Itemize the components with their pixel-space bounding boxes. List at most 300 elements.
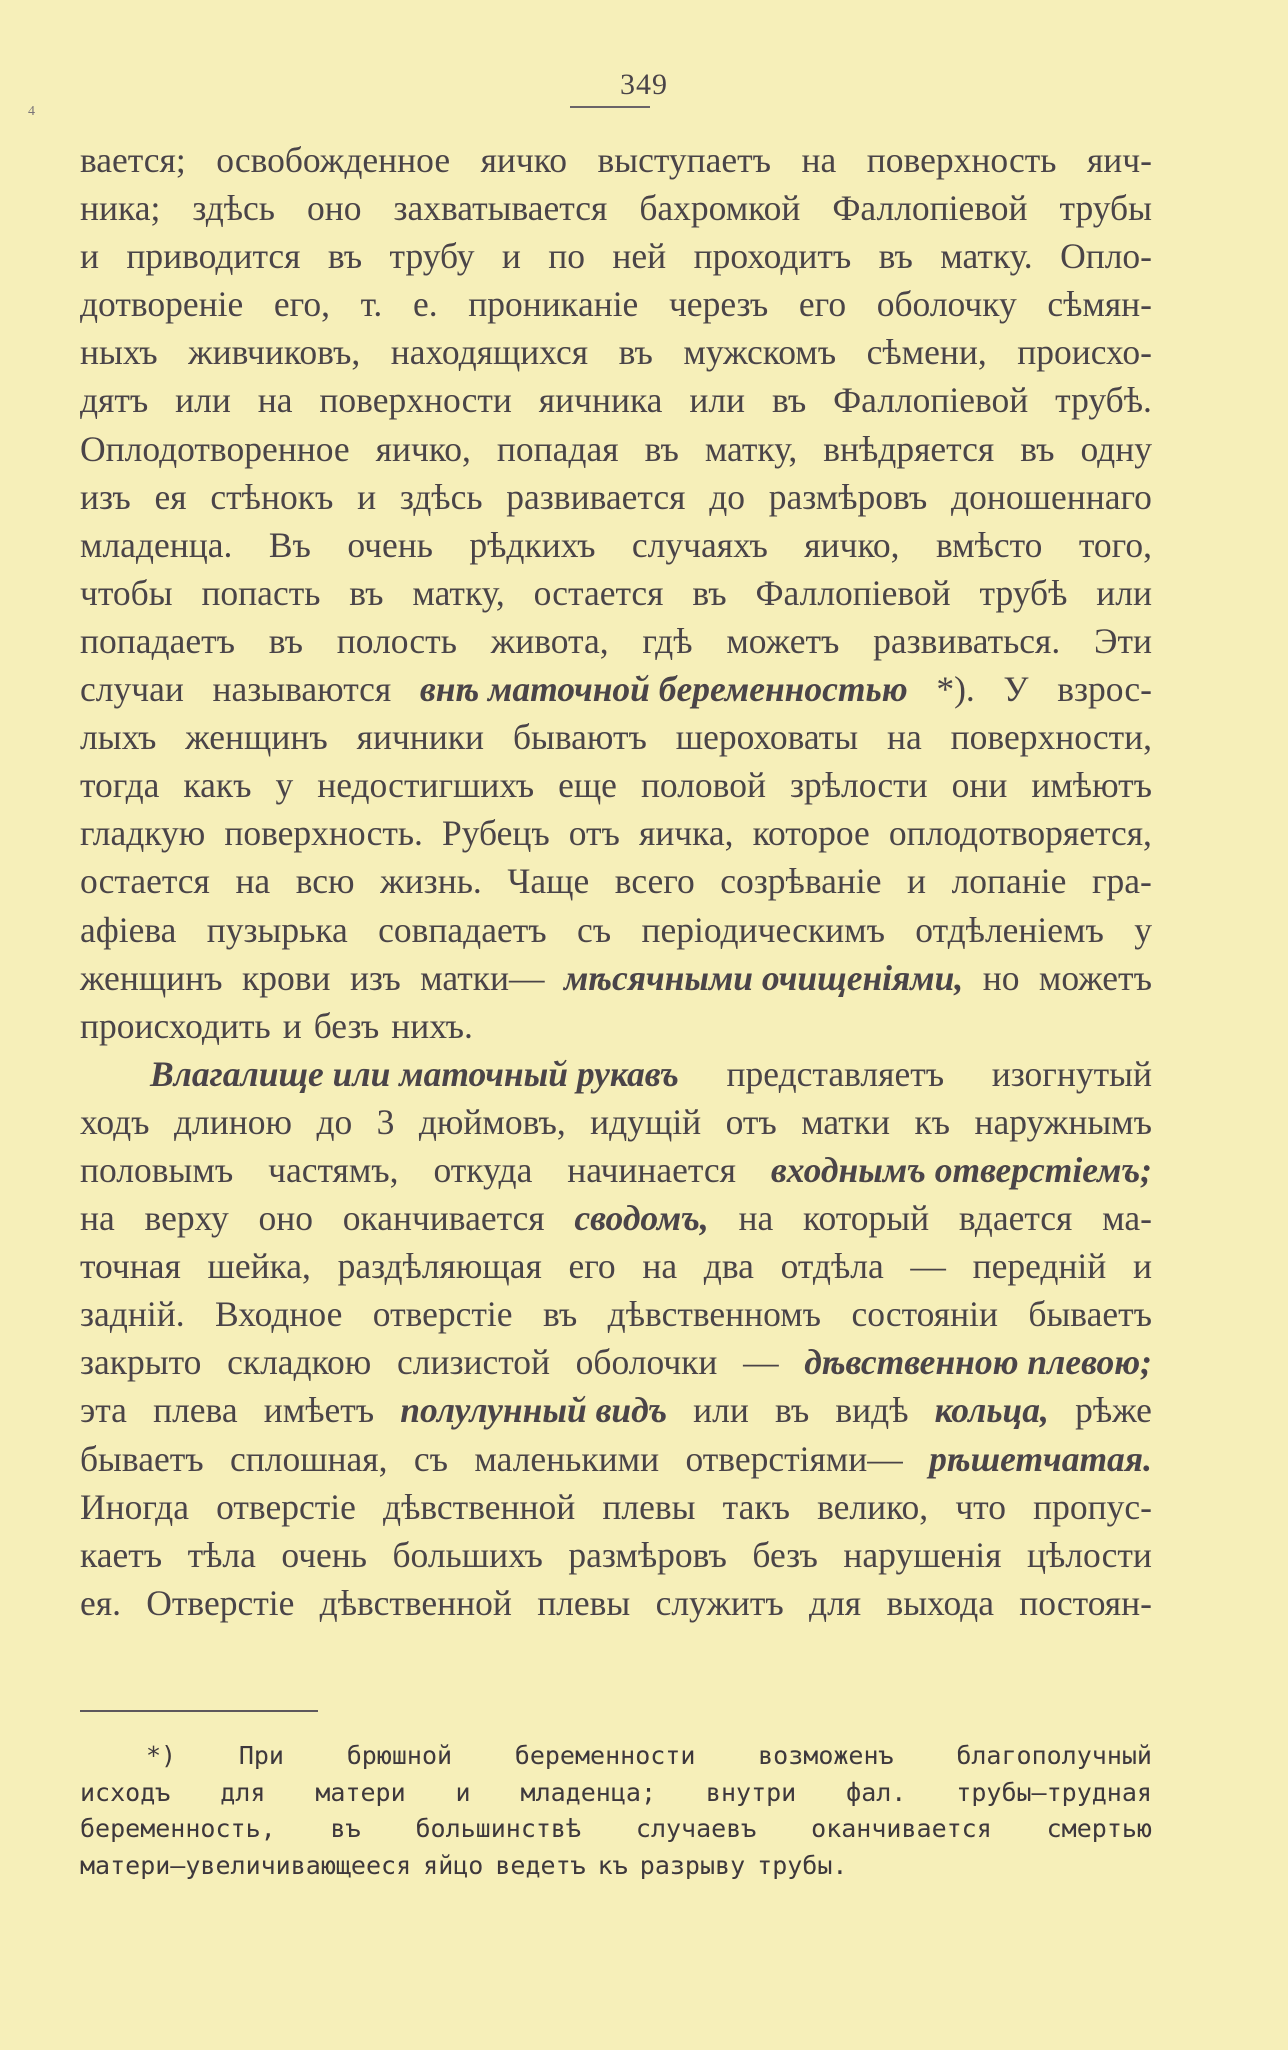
word: видѣ [835, 1390, 909, 1431]
word: яич- [1086, 140, 1152, 180]
word: половымъ [80, 1149, 234, 1190]
word: гладкую [80, 813, 206, 854]
word: совпадаетъ [378, 909, 547, 950]
word: дѣвственной [319, 1582, 512, 1623]
word: выступаетъ [597, 140, 772, 180]
word: или [689, 380, 746, 421]
text-line [80, 521, 1152, 569]
word: ходъ [80, 1101, 150, 1142]
footnote-rule [80, 1710, 318, 1712]
word: младенца; [520, 1777, 656, 1807]
word: стѣнокъ [210, 476, 334, 517]
word: ныхъ [80, 332, 158, 373]
word: ней [612, 236, 667, 277]
italic-term: дѣвственною плевою; [804, 1342, 1152, 1383]
word: остается [80, 861, 210, 902]
word: мужскомъ [683, 332, 837, 373]
word: длиною [173, 1101, 293, 1142]
word: въ [330, 1814, 361, 1843]
word: находящихся [390, 332, 589, 373]
word: дѣвственномъ [607, 1294, 822, 1335]
word: отверстіями— [685, 1438, 903, 1479]
word: трубы. [757, 1850, 848, 1880]
word: ея. [80, 1582, 121, 1623]
word: размѣровъ [568, 1534, 727, 1575]
word: созрѣваніе [720, 861, 882, 902]
word: матери [315, 1777, 406, 1807]
word: вдается [958, 1198, 1073, 1239]
word: трубы—трудная [956, 1777, 1152, 1807]
word: оболочки [575, 1342, 718, 1383]
page-number: 349 [620, 68, 668, 101]
word: выхода [886, 1582, 994, 1623]
word: въ [775, 1390, 810, 1431]
word: Опло- [1060, 236, 1152, 277]
word: въ [644, 428, 679, 469]
word: въ [878, 236, 913, 277]
word: бахромкой [639, 188, 801, 229]
word: оканчивается [811, 1814, 992, 1843]
word: точная [80, 1246, 181, 1287]
word: захватывается [393, 188, 608, 229]
footnote-line [80, 1775, 1152, 1812]
word: полость [336, 620, 457, 661]
text-line [80, 1338, 1152, 1386]
text-line [80, 1531, 1152, 1579]
word: проникaніе [468, 284, 639, 325]
text-line [80, 857, 1152, 905]
word: яичко [480, 140, 567, 180]
word: оболочку [876, 284, 1017, 325]
word: внутри [705, 1777, 797, 1807]
word: трубу [389, 236, 475, 277]
italic-term: внѣ маточной беременностью [419, 669, 908, 710]
body-text [80, 136, 1152, 1627]
word: и [455, 1777, 471, 1807]
word: на [886, 717, 922, 758]
word: того, [1078, 524, 1152, 565]
word: или [175, 380, 231, 421]
word: т. [360, 284, 383, 325]
word: до [316, 1101, 353, 1142]
word: нарушенія [843, 1534, 1002, 1575]
word: изъ [80, 476, 131, 517]
word: ведетъ [495, 1850, 586, 1880]
word: и [357, 476, 377, 517]
word: бываетъ [1028, 1294, 1152, 1335]
word: очень [281, 1534, 367, 1575]
word: дюймовъ, [418, 1101, 566, 1142]
word: всю [295, 861, 355, 902]
word: яичко, [375, 428, 471, 469]
word: сплошная, [229, 1438, 388, 1479]
word: благополучный [956, 1741, 1152, 1770]
text-line [80, 906, 1152, 954]
word: половой [640, 765, 766, 806]
word: ма- [1102, 1198, 1152, 1239]
word: наружнымъ [974, 1101, 1152, 1142]
text-line [80, 280, 1152, 328]
word: тѣла [187, 1534, 256, 1575]
word: тогда [80, 765, 160, 806]
text-line [80, 1194, 1152, 1242]
word: трубы [1059, 188, 1152, 229]
word: Рубецъ [441, 813, 550, 854]
word: которое [752, 813, 870, 854]
text-line [80, 425, 1152, 473]
word: недостигшихъ [317, 765, 535, 806]
word: что [955, 1486, 1006, 1527]
word: Отверстіе [146, 1582, 295, 1623]
word: женщинъ [185, 717, 328, 758]
word: представляетъ [726, 1053, 945, 1094]
word: сѣмян- [1047, 284, 1152, 325]
word: отъ [568, 813, 620, 854]
word: плевы [602, 1486, 696, 1527]
word: пузырька [206, 909, 348, 950]
text-line [80, 184, 1152, 232]
word: зрѣлости [789, 765, 928, 806]
text-line [80, 809, 1152, 857]
word: — [743, 1342, 779, 1383]
word: младенца. [80, 524, 233, 565]
word: на [738, 1198, 774, 1239]
word: развиваться. [873, 620, 1061, 661]
word: поверхность. [224, 813, 423, 854]
word: или [693, 1390, 749, 1431]
text-line [80, 1050, 1152, 1098]
word: закрыто [80, 1342, 202, 1383]
word: развивается [506, 476, 686, 517]
italic-term: входнымъ отверстіемъ; [770, 1149, 1152, 1190]
word: имѣютъ [1031, 765, 1152, 806]
word: трубѣ [979, 572, 1068, 613]
word: на [235, 861, 271, 902]
text-line [80, 1435, 1152, 1483]
word: матери—увеличивающееся [80, 1850, 412, 1880]
word: его [568, 1246, 616, 1287]
word: вается; [80, 140, 186, 180]
word: каетъ [80, 1534, 163, 1575]
word: яичка, [638, 813, 734, 854]
word: дѣвственной [383, 1486, 576, 1527]
word: матки [801, 1101, 891, 1142]
word: шероховаты [675, 717, 859, 758]
word: безъ [313, 1005, 380, 1046]
word: очень [347, 524, 433, 565]
word: Въ [268, 524, 311, 565]
word: пропус- [1033, 1486, 1152, 1527]
word: вмѣсто [935, 524, 1043, 565]
text-line [80, 1146, 1152, 1194]
word: Эти [1094, 620, 1152, 661]
word: плева [153, 1390, 238, 1431]
word: Фаллопіевой [755, 572, 951, 613]
text-line [80, 1290, 1152, 1338]
text-line [80, 376, 1152, 424]
word: въ [542, 1294, 578, 1335]
word: маленькими [474, 1438, 660, 1479]
italic-term: кольца, [934, 1390, 1049, 1431]
word: размѣровъ [768, 476, 928, 517]
word: здѣсь [192, 188, 275, 229]
word: лопаніе [951, 861, 1067, 902]
word: въ [349, 572, 384, 613]
word: періодическимъ [641, 909, 885, 950]
word: поверхности, [950, 717, 1152, 758]
word: эта [80, 1390, 127, 1431]
word: *). [936, 669, 975, 710]
word: отдѣла [780, 1246, 884, 1287]
word: по [548, 236, 586, 277]
word: освобожденное [216, 140, 451, 180]
word: но [982, 957, 1020, 998]
word: трубѣ. [1055, 380, 1152, 421]
word: разрыву [639, 1850, 746, 1880]
word: бываетъ [80, 1438, 204, 1479]
word: къ [597, 1850, 628, 1880]
word: сѣмени, [866, 332, 987, 373]
word: еще [558, 765, 617, 806]
word: велико, [817, 1486, 929, 1527]
word: можетъ [1038, 957, 1152, 998]
word: раздѣляющая [337, 1246, 542, 1287]
word: и [501, 236, 521, 277]
word: въ [268, 620, 303, 661]
word: фал. [846, 1777, 907, 1807]
word: задній. [80, 1294, 185, 1335]
text-line [80, 617, 1152, 665]
word: отъ [725, 1101, 777, 1142]
word: для [220, 1777, 266, 1807]
word: исходъ [80, 1777, 171, 1807]
word: бываютъ [512, 717, 647, 758]
word: называются [212, 669, 392, 710]
word: на [257, 380, 293, 421]
text-line [80, 328, 1152, 376]
word: живота, [490, 620, 609, 661]
word: возможенъ [758, 1741, 894, 1770]
word: доношеннаго [951, 476, 1152, 517]
text-line [80, 1242, 1152, 1290]
word: цѣлости [1027, 1534, 1152, 1575]
word: слизистой [396, 1342, 551, 1383]
word: какъ [183, 765, 252, 806]
word: на [801, 140, 837, 180]
word: шейка, [207, 1246, 311, 1287]
word: При [238, 1741, 284, 1770]
word: они [951, 765, 1008, 806]
word: Оплодотворенное [80, 428, 350, 469]
italic-term: сводомъ, [574, 1198, 709, 1239]
word: поверхности [319, 380, 512, 421]
word: начинается [567, 1149, 736, 1190]
word: женщинъ [80, 957, 223, 998]
word: гра- [1091, 861, 1152, 902]
word: случаяхъ [631, 524, 768, 565]
word: верху [144, 1198, 229, 1239]
word: дотвореніе [80, 284, 244, 325]
word: брюшной [346, 1741, 453, 1770]
word: попадаетъ [80, 620, 235, 661]
word: служитъ [655, 1582, 784, 1623]
word: изъ [349, 957, 401, 998]
word: его, [273, 284, 330, 325]
word: и [80, 236, 99, 277]
footnote [80, 1738, 1152, 1884]
italic-term: мѣсячными очищеніями, [563, 957, 964, 998]
word: въ [618, 332, 653, 373]
word: смертью [1046, 1814, 1152, 1843]
word: Фаллопіевой [832, 188, 1028, 229]
word: въ [1020, 428, 1055, 469]
word: постоян- [1019, 1582, 1152, 1623]
text-line [80, 1386, 1152, 1434]
word: взрос- [1057, 669, 1152, 710]
word: ника; [80, 188, 161, 229]
text-line [80, 136, 1152, 184]
word: идущій [590, 1101, 702, 1142]
word: внѣдряется [823, 428, 995, 469]
text-line [80, 232, 1152, 280]
word: который [803, 1198, 930, 1239]
word: ея [154, 476, 187, 517]
word: матки— [420, 957, 545, 998]
word: его [798, 284, 847, 325]
word: съ [413, 1438, 449, 1479]
footnote-line [80, 1811, 1152, 1848]
word: живчиковъ, [188, 332, 361, 373]
word: черезъ [668, 284, 769, 325]
word: въ [327, 236, 363, 277]
word: и [282, 1005, 302, 1046]
text-line [80, 569, 1152, 617]
word: отверстіе [372, 1294, 513, 1335]
word: передній [972, 1246, 1107, 1287]
word: всего [614, 861, 695, 902]
word: приводится [126, 236, 301, 277]
word: случаевъ [635, 1814, 757, 1843]
word: Фаллопіевой [833, 380, 1029, 421]
word: гдѣ [642, 620, 693, 661]
word: афіева [80, 909, 177, 950]
word: съ [576, 909, 612, 950]
footnote-line [80, 1738, 1152, 1775]
word: въ [692, 572, 727, 613]
word: оно [258, 1198, 313, 1239]
word: матку, [412, 572, 505, 613]
word: рѣдкихъ [469, 524, 596, 565]
word: оно [306, 188, 362, 229]
text-line [80, 713, 1152, 761]
word: яичника [538, 380, 663, 421]
word: до [709, 476, 745, 517]
word: дятъ [80, 380, 149, 421]
word: чтобы [80, 572, 173, 613]
word: Чаще [507, 861, 590, 902]
word: изогнутый [991, 1053, 1152, 1094]
text-line [80, 473, 1152, 521]
text-line [80, 761, 1152, 809]
word: и [907, 861, 927, 902]
text-line [80, 954, 1152, 1002]
word: рѣже [1075, 1390, 1152, 1431]
word: откуда [433, 1149, 533, 1190]
word: случаи [80, 669, 184, 710]
word: нихъ. [391, 1005, 473, 1046]
word: беременность, [80, 1814, 276, 1843]
text-line [80, 1579, 1152, 1627]
word: такъ [722, 1486, 790, 1527]
word: попадая [496, 428, 619, 469]
italic-term: полулунный видъ [400, 1390, 668, 1431]
word: У [1003, 669, 1029, 710]
word: — [910, 1246, 946, 1287]
word: попасть [201, 572, 321, 613]
word: поверхность [866, 140, 1057, 180]
word: Входное [215, 1294, 343, 1335]
word: частямъ, [268, 1149, 399, 1190]
word: отверстіе [216, 1486, 356, 1527]
footnote-line [80, 1848, 1152, 1885]
word: остается [533, 572, 664, 613]
word: у [1134, 909, 1152, 950]
word: происхо- [1017, 332, 1152, 373]
word: одну [1080, 428, 1152, 469]
word: яичники [356, 717, 485, 758]
word: матку. [940, 236, 1033, 277]
corner-mark: 4 [28, 104, 35, 119]
word: безъ [752, 1534, 818, 1575]
word: происходить [80, 1005, 271, 1046]
word: можетъ [726, 620, 840, 661]
word: большинствѣ [415, 1814, 582, 1843]
word: для [809, 1582, 862, 1623]
word: къ [914, 1101, 951, 1142]
word: у [275, 765, 294, 806]
word: Иногда [80, 1486, 189, 1527]
word: проходитъ [693, 236, 852, 277]
word: жизнь. [380, 861, 482, 902]
word: плевы [537, 1582, 631, 1623]
word: лыхъ [80, 717, 157, 758]
word: оплодотворяется, [888, 813, 1152, 854]
word: имѣетъ [263, 1390, 375, 1431]
word: 3 [376, 1101, 395, 1142]
word: два [703, 1246, 754, 1287]
text-line [80, 1483, 1152, 1531]
word: яичко, [804, 524, 900, 565]
text-line [80, 1002, 1152, 1050]
word: оканчивается [342, 1198, 545, 1239]
page-number-rule [570, 106, 650, 108]
word: здѣсь [399, 476, 483, 517]
text-line [80, 665, 1152, 713]
word: и [1132, 1246, 1152, 1287]
word: крови [241, 957, 331, 998]
word: состояніи [851, 1294, 998, 1335]
text-line [80, 1098, 1152, 1146]
word: складкою [227, 1342, 372, 1383]
word: на [642, 1246, 678, 1287]
word: е. [412, 284, 438, 325]
word: *) [146, 1741, 177, 1770]
word: или [1096, 572, 1152, 613]
word: матку, [704, 428, 798, 469]
word: въ [771, 380, 807, 421]
italic-term: рѣшетчатая. [929, 1438, 1152, 1479]
word: на [80, 1198, 115, 1239]
